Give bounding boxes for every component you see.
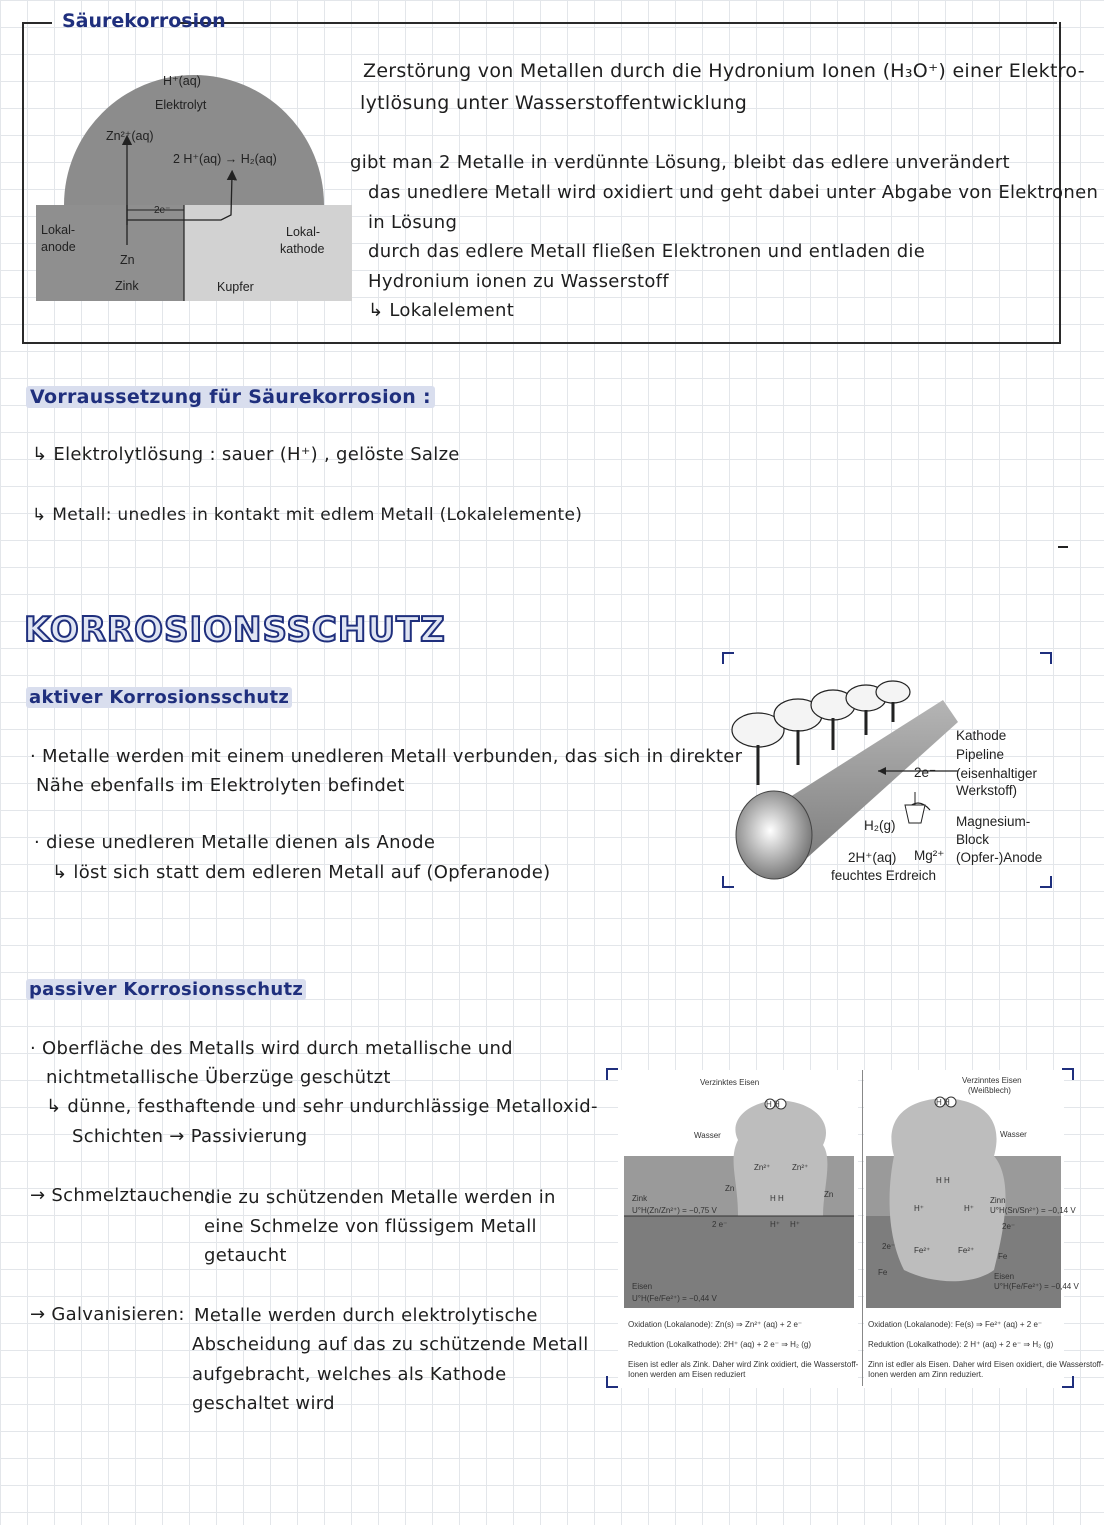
- kathode-label: Kathode: [956, 728, 1007, 743]
- prereq-line: ↳ Metall: unedles in kontakt mit edlem Metall (Lokalelemente): [32, 505, 583, 525]
- box-border: [22, 22, 52, 24]
- electrons-label: 2e⁻: [914, 765, 937, 780]
- active-line: · diese unedleren Metalle dienen als Anode: [34, 832, 436, 853]
- wasser-label: Wasser: [694, 1131, 721, 1140]
- eisen-label: Eisen: [994, 1272, 1015, 1281]
- box-title: Säurekorrosion: [62, 10, 226, 32]
- opferanode-figure: [728, 660, 1048, 890]
- kupfer-label: Kupfer: [217, 280, 254, 294]
- note-text: Ionen werden am Eisen reduziert: [628, 1370, 746, 1379]
- lokalanode-label: anode: [41, 240, 76, 254]
- reduktion-text: Reduktion (Lokalkathode): 2 H⁺ (aq) + 2 e⁻ ⇒ H₂ (g): [868, 1340, 1054, 1349]
- oxidation-text: Oxidation (Lokalanode): Fe(s) ⇒ Fe²⁺ (aq) + 2 e⁻: [868, 1320, 1043, 1329]
- active-line: Nähe ebenfalls im Elektrolyten befindet: [36, 775, 405, 796]
- fe-label: Fe: [998, 1252, 1008, 1261]
- figure-subtitle: (Weißblech): [968, 1086, 1011, 1095]
- zink-label: Zink: [632, 1194, 648, 1203]
- eisen-potential: U°H(Fe/Fe²⁺) = −0,44 V: [994, 1282, 1079, 1291]
- note-text: Eisen ist edler als Zink. Daher wird Zink oxidiert, die Wasserstoff-: [628, 1360, 859, 1369]
- hplus-label: H⁺: [914, 1204, 924, 1213]
- active-title: aktiver Korrosionsschutz: [26, 687, 292, 709]
- schmelztauchen-label: → Schmelztauchen:: [30, 1185, 212, 1206]
- hplus-label: H⁺: [964, 1204, 974, 1213]
- eisen-label: Eisen: [632, 1282, 653, 1291]
- lokalkathode-label: kathode: [280, 242, 325, 256]
- figure-title: Verzinktes Eisen: [700, 1078, 760, 1087]
- electrons-label: 2e⁻: [154, 205, 171, 216]
- zinn-label: Zinn: [990, 1196, 1006, 1205]
- zn-label: Zn: [824, 1190, 834, 1199]
- corner-mark: [722, 652, 734, 664]
- box-text-line: Hydronium ionen zu Wasserstoff: [368, 271, 669, 292]
- figure-title: Verzinntes Eisen: [962, 1076, 1022, 1085]
- eisen-label: (eisenhaltiger: [956, 766, 1038, 781]
- zn2-label: Zn²⁺: [754, 1163, 771, 1172]
- zn2plus-label: Zn²⁺(aq): [106, 129, 154, 143]
- hplus-label: H⁺: [770, 1220, 780, 1229]
- elektrolyt-label: Elektrolyt: [155, 98, 207, 112]
- galvanisieren-line: Abscheidung auf das zu schützende Metall: [192, 1334, 589, 1355]
- corner-mark: [722, 876, 734, 888]
- lokalkathode-label: Lokal-: [286, 225, 321, 239]
- reaction-label: 2 H⁺(aq) → H₂(aq): [173, 152, 277, 166]
- reduktion-text: Reduktion (Lokalkathode): 2H⁺ (aq) + 2 e⁻ ⇒ H₂ (g): [628, 1340, 812, 1349]
- fe-label: Fe: [878, 1268, 888, 1277]
- corner-mark: [606, 1068, 618, 1080]
- passive-line: · Oberfläche des Metalls wird durch metallische und: [30, 1038, 513, 1059]
- corner-mark: [1040, 876, 1052, 888]
- passive-line: nichtmetallische Überzüge geschützt: [46, 1067, 391, 1088]
- lokalanode-label: Lokal-: [41, 223, 76, 237]
- mg-label: Mg²⁺: [914, 848, 945, 863]
- active-line: ↳ löst sich statt dem edleren Metall auf (Opferanode): [52, 862, 551, 883]
- schmelztauchen-line: die zu schützenden Metalle werden in: [204, 1187, 556, 1208]
- verzinntes-eisen-figure: [864, 1070, 1104, 1388]
- zink-label: Zink: [115, 279, 139, 293]
- fe2-label: Fe²⁺: [914, 1246, 931, 1255]
- electrons-label: 2e⁻: [882, 1242, 896, 1251]
- galvanisieren-line: aufgebracht, welches als Kathode: [192, 1364, 507, 1385]
- hh-label: H H: [936, 1176, 950, 1185]
- box-text-line: in Lösung: [368, 212, 458, 233]
- box-text-line: ↳ Lokalelement: [368, 300, 515, 321]
- zink-potential: U°H(Zn/Zn²⁺) = −0,75 V: [632, 1206, 717, 1215]
- korrosionsschutz-heading: KORROSIONSSCHUTZ: [24, 610, 446, 650]
- saeurekorrosion-figure: [36, 65, 352, 305]
- schmelztauchen-line: eine Schmelze von flüssigem Metall: [204, 1216, 537, 1237]
- hh-label: H H: [936, 1098, 950, 1107]
- corner-mark: [1040, 652, 1052, 664]
- box-border: [178, 22, 1057, 24]
- hplus-label: H⁺: [790, 1220, 800, 1229]
- box-text-line: durch das edlere Metall fließen Elektronen und entladen die: [368, 241, 926, 262]
- eisen-potential: U°H(Fe/Fe²⁺) = −0,44 V: [632, 1294, 717, 1303]
- opferanode-label: (Opfer-)Anode: [956, 850, 1043, 865]
- schmelztauchen-line: getaucht: [204, 1245, 287, 1266]
- active-line: · Metalle werden mit einem unedleren Metall verbunden, das sich in direkter: [30, 746, 743, 767]
- zn-label: Zn: [725, 1184, 735, 1193]
- definition-line: lytlösung unter Wasserstoffentwicklung: [360, 92, 748, 114]
- hplus-label: H⁺(aq): [163, 74, 201, 88]
- passive-line: ↳ dünne, festhaftende und sehr undurchlässige Metalloxid-: [46, 1096, 598, 1117]
- corner-mark: [1062, 1068, 1074, 1080]
- note-text: Ionen werden am Zinn reduziert.: [868, 1370, 984, 1379]
- h2-label: H₂(g): [864, 818, 896, 833]
- corner-mark: [606, 1376, 618, 1388]
- galvanisieren-line: Metalle werden durch elektrolytische: [194, 1305, 538, 1326]
- galvanisieren-line: geschaltet wird: [192, 1393, 335, 1414]
- passive-title: passiver Korrosionsschutz: [26, 979, 306, 1001]
- pipeline-label: Pipeline: [956, 747, 1005, 762]
- box-text-line: das unedlere Metall wird oxidiert und geht dabei unter Abgabe von Elektronen: [368, 182, 1099, 203]
- oxidation-text: Oxidation (Lokalanode): Zn(s) ⇒ Zn²⁺ (aq) + 2 e⁻: [628, 1320, 803, 1329]
- definition-line: Zerstörung von Metallen durch die Hydronium Ionen (H₃O⁺) einer Elektro-: [363, 60, 1085, 82]
- box-text-line: gibt man 2 Metalle in verdünnte Lösung, bleibt das edlere unverändert: [350, 152, 1010, 173]
- magnesium-label: Magnesium-: [956, 814, 1031, 829]
- passive-line: Schichten → Passivierung: [72, 1126, 308, 1147]
- zn-label: Zn: [120, 253, 135, 267]
- zinn-potential: U°H(Sn/Sn²⁺) = −0,14 V: [990, 1206, 1076, 1215]
- electrons-label: 2 e⁻: [712, 1220, 728, 1229]
- hplus-label: 2H⁺(aq): [848, 850, 897, 865]
- electrons-label: 2e⁻: [1002, 1222, 1016, 1231]
- note-text: Zinn ist edler als Eisen. Daher wird Eisen oxidiert, die Wasserstoff-: [868, 1360, 1104, 1369]
- eisen-label: Werkstoff): [956, 783, 1018, 798]
- hh-label: H H: [766, 1100, 780, 1109]
- figure-divider: [862, 1070, 863, 1386]
- prereq-title: Vorraussetzung für Säurekorrosion :: [26, 386, 435, 409]
- corner-mark: [1062, 1376, 1074, 1388]
- magnesium-label: Block: [956, 832, 990, 847]
- erdreich-label: feuchtes Erdreich: [831, 868, 937, 883]
- wasser-label: Wasser: [1000, 1130, 1027, 1139]
- fe2-label: Fe²⁺: [958, 1246, 975, 1255]
- hh-label: H H: [770, 1194, 784, 1203]
- prereq-line: ↳ Elektrolytlösung : sauer (H⁺) , gelöste Salze: [32, 444, 460, 465]
- margin-mark: [1058, 546, 1068, 548]
- galvanisieren-label: → Galvanisieren:: [30, 1304, 185, 1325]
- verzinktes-eisen-figure: [618, 1070, 858, 1388]
- zn2-label: Zn²⁺: [792, 1163, 809, 1172]
